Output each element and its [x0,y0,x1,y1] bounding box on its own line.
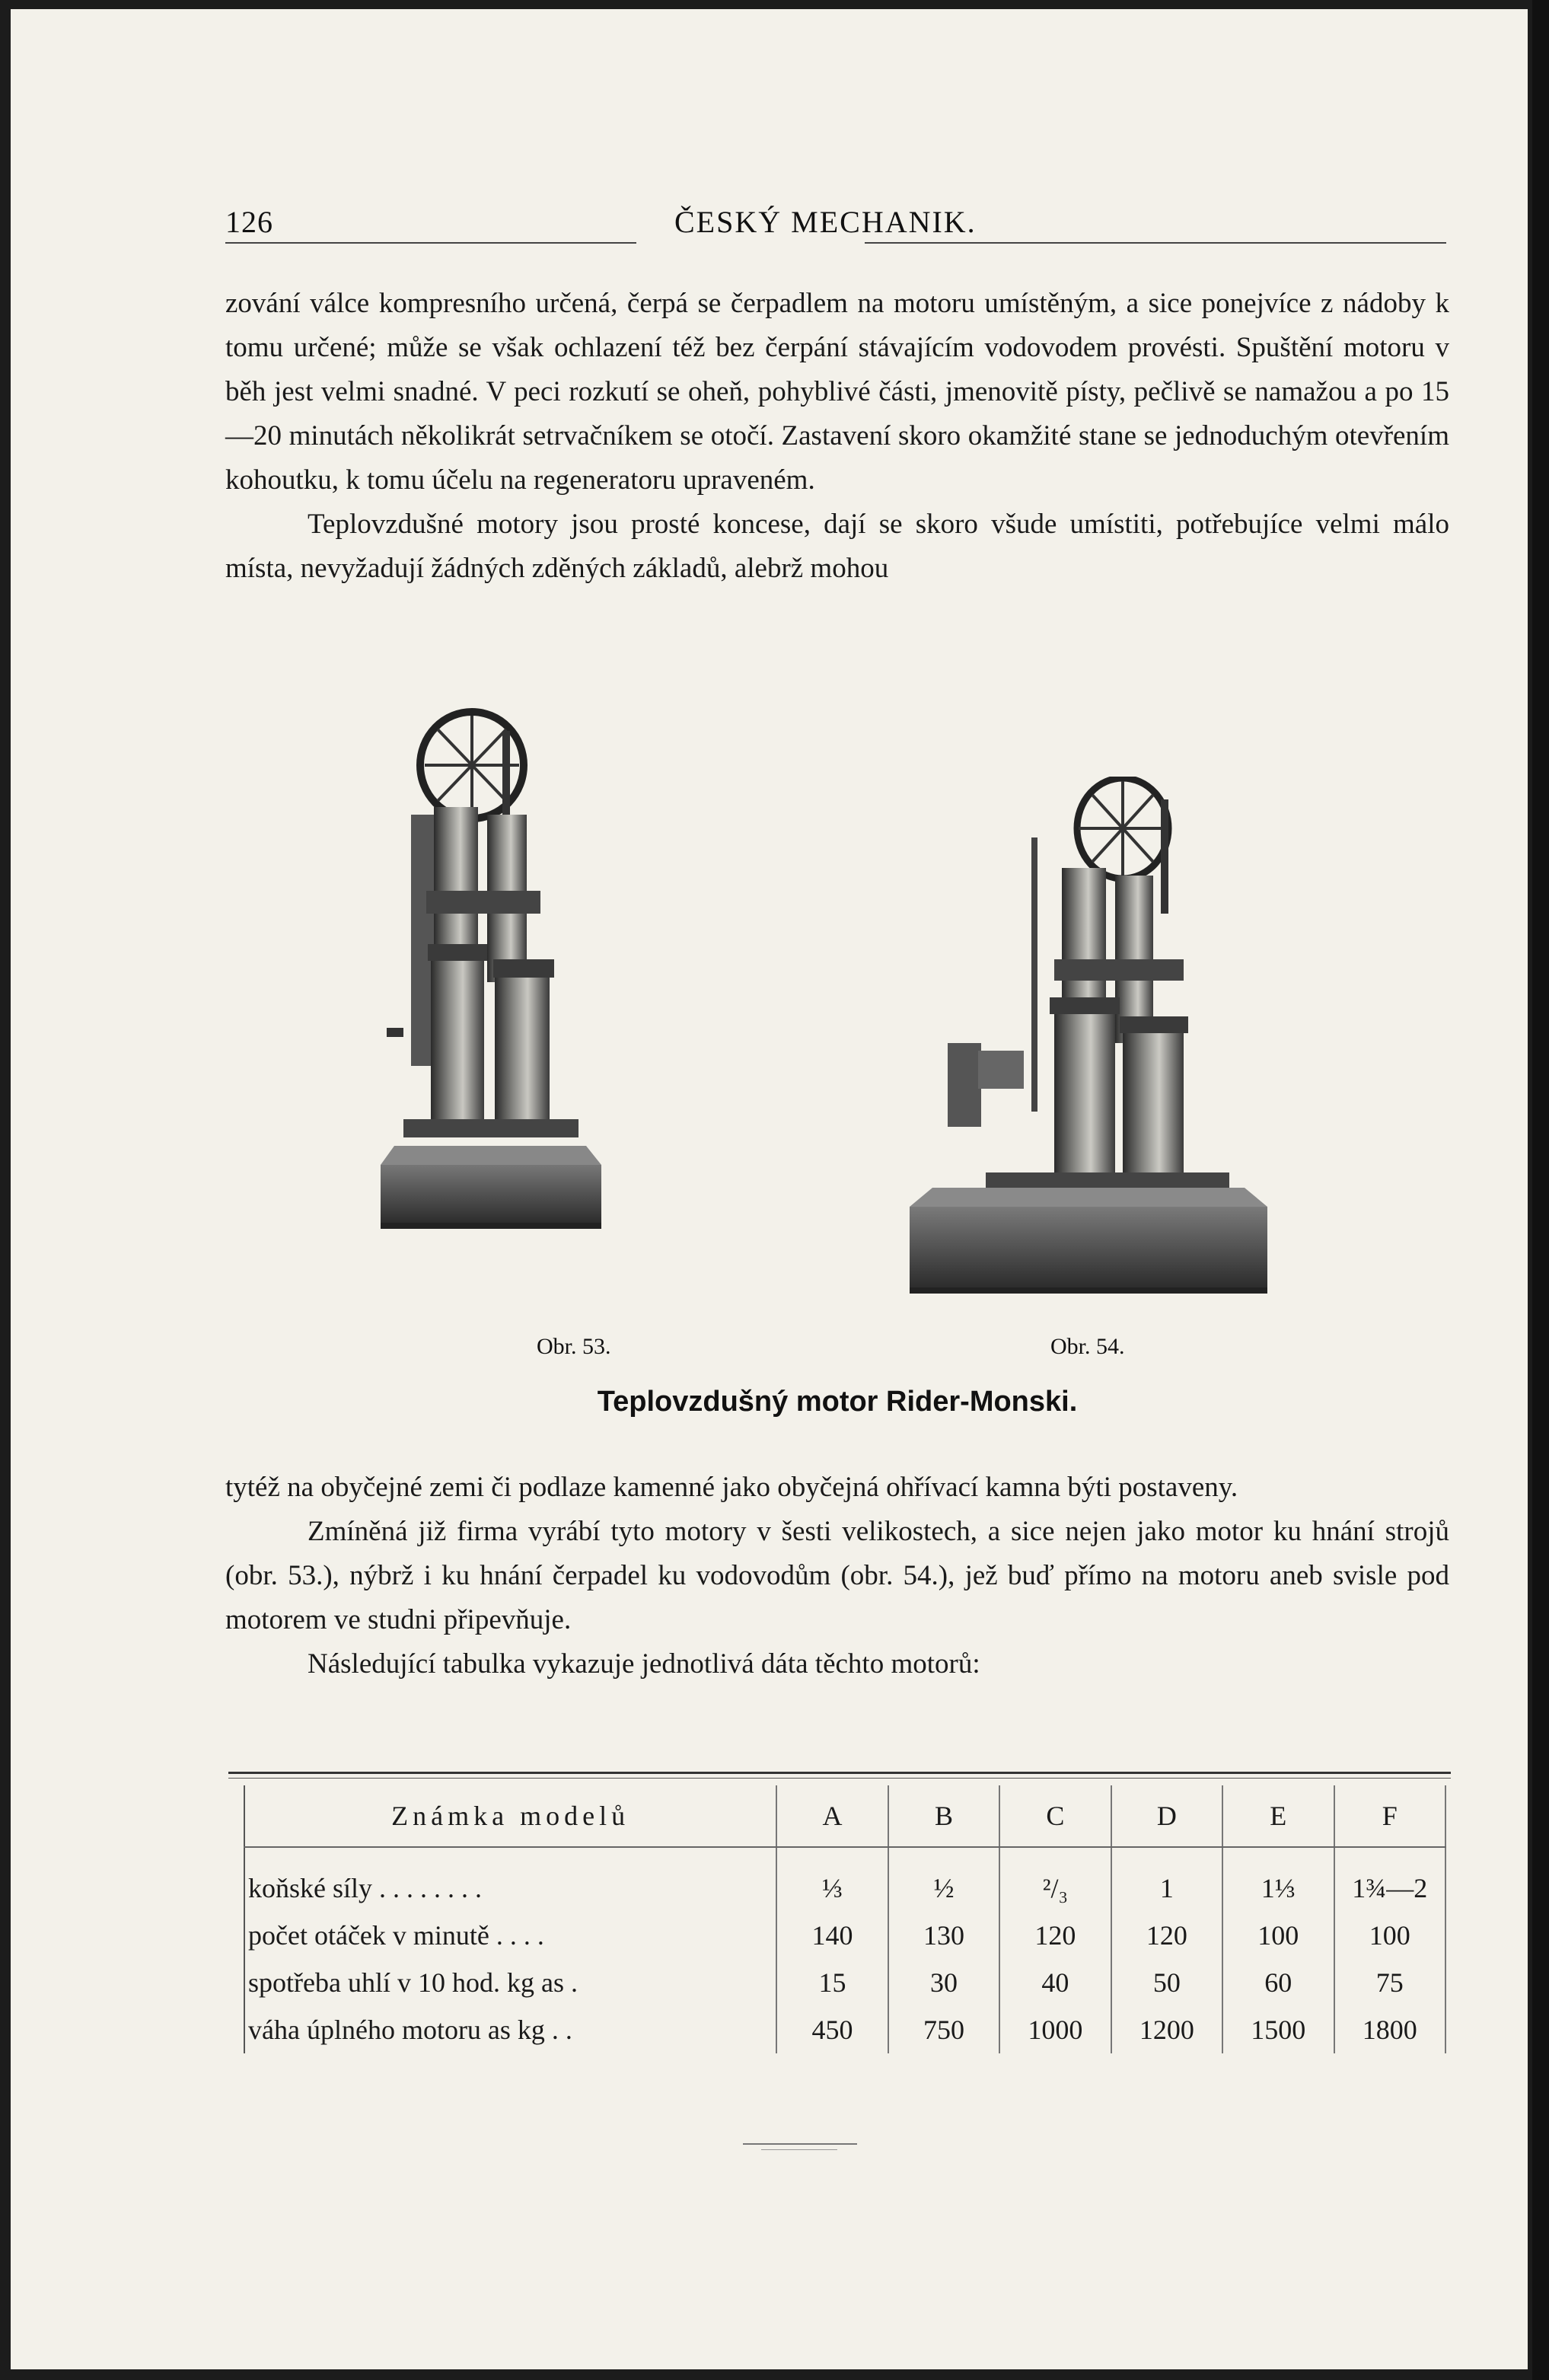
table-row [244,1847,1445,1912]
page-header [225,204,1446,248]
table-row [244,2006,1445,2053]
page-number: 126 [225,205,273,239]
table-cell: 130 [888,1912,999,1959]
paragraph: Následující tabulka vykazuje jednotlivá dáta těchto motorů: [308,1648,980,1680]
header-label: Známka modelů [244,1785,776,1847]
table-cell: ½ [888,1847,999,1912]
row-label: koňské síly . . . . . . . . [244,1847,776,1912]
table-cell: 1500 [1222,2006,1334,2053]
table-cell: ²/₃ [999,1847,1111,1912]
table-row [244,1959,1445,2006]
table-row [244,1912,1445,1959]
table-cell: 1800 [1334,2006,1445,2053]
column-header: A [776,1785,888,1847]
table-cell: 40 [999,1959,1111,2006]
row-label: spotřeba uhlí v 10 hod. kg as . [244,1959,776,2006]
table-cell: 50 [1111,1959,1222,2006]
end-ornament-thin [761,2149,837,2150]
paragraph: tytéž na obyčejné zemi či podlaze kamenné jako obyčejná ohřívací kamna býti postaveny. [225,1472,1238,1503]
table-cell: 750 [888,2006,999,2053]
table-cell: 1000 [999,2006,1111,2053]
column-header: E [1222,1785,1334,1847]
row-label: počet otáček v minutě . . . . [244,1912,776,1959]
table-cell: 100 [1222,1912,1334,1959]
end-ornament [743,2143,857,2145]
figure-title: Teplovzdušný motor Rider-Monski. [597,1386,1078,1418]
table-cell: 1 [1111,1847,1222,1912]
figure-54-label: Obr. 54. [1050,1334,1125,1359]
table-cell: 1200 [1111,2006,1222,2053]
engine-illustration-fig54 [910,777,1317,1317]
table-rule-top [228,1772,1451,1774]
paragraph: zování válce kompresního určená, čerpá se čerpadlem na motoru umístěným, a sice ponejvíce z nádoby k tomu určené; může se však ochlazení též bez čerpání stávajícím vodovodem provésti. Spuštění motoru v běh jest velmi snadné. V peci rozkutí se oheň, pohyblivé části, jmenovitě písty, pečlivě se namažou a po 15—20 minutách několikrát setrvačníkem se otočí. Zastavení skoro okamžité stane se jednoduchým otevřením kohoutku, k tomu účelu na regeneratoru upraveném. [225,288,1449,496]
right-frame [1532,0,1549,2380]
table-cell: 30 [888,1959,999,2006]
table-cell: 75 [1334,1959,1445,2006]
text-block-top [225,282,1449,591]
table-cell: ⅓ [776,1847,888,1912]
table-cell: 450 [776,2006,888,2053]
paragraph: Teplovzdušné motory jsou prosté koncese, dají se skoro všude umístiti, potřebujíce velmi málo místa, nevyžadují žádných zděných základů, alebrž mohou [225,509,1449,584]
table-cell: 120 [1111,1912,1222,1959]
figure-53-label: Obr. 53. [537,1334,611,1359]
table-cell: 60 [1222,1959,1334,2006]
engine-illustration-fig53 [381,708,776,1317]
table-cell: 120 [999,1912,1111,1959]
table-cell: 1¾—2 [1334,1847,1445,1912]
motor-spec-table [244,1785,1446,2053]
running-title: ČESKÝ MECHANIK. [674,205,977,239]
column-header: C [999,1785,1111,1847]
text-block-bottom [225,1466,1449,1686]
column-header: B [888,1785,999,1847]
column-header: D [1111,1785,1222,1847]
column-header: F [1334,1785,1445,1847]
table-rule-top-thin [228,1778,1451,1779]
paragraph: Zmíněná již firma vyrábí tyto motory v šesti velikostech, a sice nejen jako motor ku hnání strojů (obr. 53.), nýbrž i ku hnání čerpadel ku vodovodům (obr. 54.), jež buď přímo na motoru aneb svisle pod motorem ve studni připevňuje. [225,1516,1449,1635]
header-rule-left [225,242,636,244]
row-label: váha úplného motoru as kg . . [244,2006,776,2053]
table-header-row [244,1785,1445,1847]
table-cell: 15 [776,1959,888,2006]
table-cell: 100 [1334,1912,1445,1959]
header-rule-right [865,242,1446,244]
table-cell: 1⅓ [1222,1847,1334,1912]
table-cell: 140 [776,1912,888,1959]
